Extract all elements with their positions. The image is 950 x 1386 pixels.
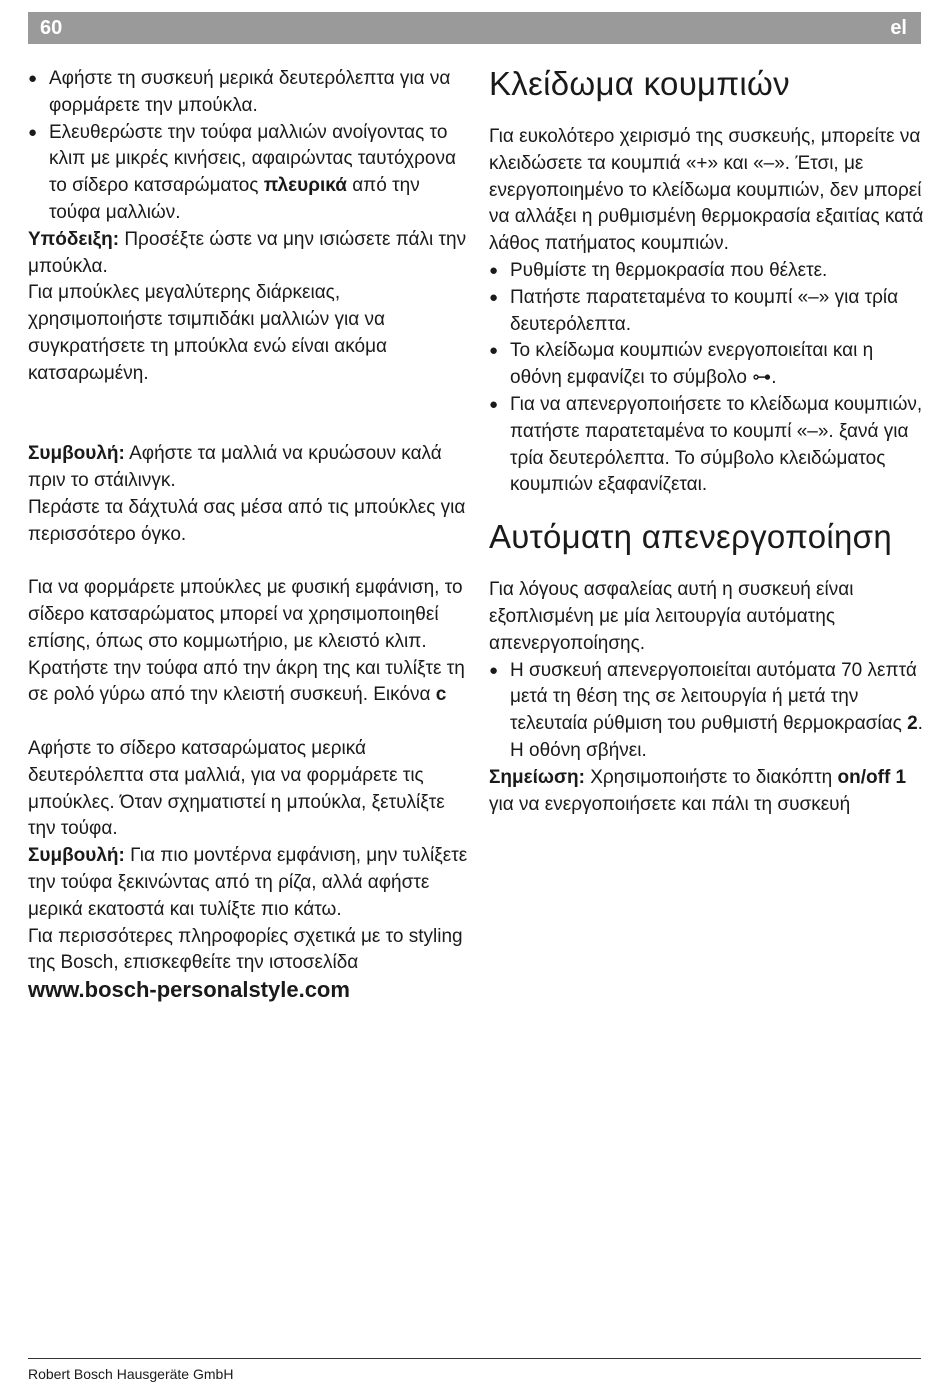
section-title-auto-off: Αυτόματη απενεργοποίηση bbox=[489, 518, 892, 556]
tip-block-2: Συμβουλή: Για πιο μοντέρνα εμφάνιση, μην τυλίξετε την τούφα ξεκινώντας από τη ρίζα, αλλά αφήστε μερικά εκατοστά και τυλίξτε πιο κάτω. bbox=[28, 845, 468, 920]
natural-curls-block: Για να φορμάρετε μπούκλες με φυσική εμφάνιση, το σίδερο κατσαρώματος μπορεί να χρησιμοποιηθεί επίσης, όπως στο κομμωτήριο, με κλειστό κλιπ. Κρατήστε την τούφα από την άκρη της και τυλίξτε τη σε ρολό γύρω από την κλειστή συσκευή. Εικόνα c bbox=[28, 577, 465, 706]
auto-off-list bbox=[489, 658, 929, 765]
page-header-bar bbox=[28, 12, 921, 44]
left-column bbox=[28, 66, 468, 1003]
note-paragraph: Σημείωση: Χρησιμοποιήστε το διακόπτη on/off 1 για να ενεργοποιήσετε και πάλι τη συσκευή bbox=[489, 766, 907, 815]
list-item: ● Αφήστε τη συσκευή μερικά δευτερόλεπτα για να φορμάρετε την μπούκλα. bbox=[28, 66, 468, 120]
key-icon: ⊶ bbox=[752, 367, 772, 389]
list-item: ● Η συσκευή απενεργοποιείται αυτόματα 70 λεπτά μετά τη θέση της σε λειτουργία ή μετά την τελευταία ρύθμιση του ρυθμιστή θερμοκρασίας 2. Η οθόνη σβήνει. bbox=[489, 658, 929, 765]
list-item: ● Ελευθερώστε την τούφα μαλλιών ανοίγοντας το κλιπ με μικρές κινήσεις, αφαιρώντας ταυτόχρονα το σίδερο κατσαρώματος πλευρικά από την τούφα μαλλιών. bbox=[28, 120, 468, 227]
list-item: ● Για να απενεργοποιήσετε το κλείδωμα κουμπιών, πατήστε παρατεταμένα το κουμπί «–». ξανά για τρία δευτερόλεπτα. Το σύμβολο κλειδώματος κουμπιών εξαφανίζεται. bbox=[489, 392, 929, 499]
tip-block: Συμβουλή: Αφήστε τα μαλλιά να κρυώσουν καλά πριν το στάιλινγκ. Περάστε τα δάχτυλά σας μέσα από τις μπούκλες για περισσότερο όγκο. bbox=[28, 443, 466, 545]
hint-block: Υπόδειξη: Προσέξτε ώστε να μην ισιώσετε πάλι την μπούκλα. Για μπούκλες μεγαλύτερης διάρκειας, χρησιμοποιήστε τσιμπιδάκι μαλλιών για να συγκρατήσετε τη μπούκλα ενώ είναι ακόμα κατσαρωμένη. bbox=[28, 228, 467, 384]
list-item: ● Το κλείδωμα κουμπιών ενεργοποιείται και η οθόνη εμφανίζει το σύμβολο ⊶. bbox=[489, 338, 929, 392]
leave-paragraph: Αφήστε το σίδερο κατσαρώματος μερικά δευτερόλεπτα στα μαλλιά, για να φορμάρετε τις μπούκλες. Όταν σχηματιστεί η μπούκλα, ξετυλίξτε την τούφα. bbox=[28, 737, 445, 840]
tip-label: Συμβουλή: bbox=[28, 443, 125, 465]
button-lock-steps bbox=[489, 258, 929, 499]
list-item: ● Ρυθμίστε τη θερμοκρασία που θέλετε. bbox=[489, 258, 929, 285]
section-title-button-lock: Κλείδωμα κουμπιών bbox=[489, 65, 790, 102]
website-link[interactable]: www.bosch-personalstyle.com bbox=[28, 977, 350, 1003]
hint-label: Υπόδειξη: bbox=[28, 228, 120, 250]
footer-divider bbox=[28, 1358, 921, 1359]
footer-company: Robert Bosch Hausgeräte GmbH bbox=[28, 1366, 234, 1382]
auto-off-intro: Για λόγους ασφαλείας αυτή η συσκευή είναι εξοπλισμένη με μία λειτουργία αυτόματης απενεργοποίησης. bbox=[489, 579, 854, 654]
page-number: 60 bbox=[40, 17, 63, 39]
figure-ref: c bbox=[435, 684, 447, 706]
list-item: ● Πατήστε παρατεταμένα το κουμπί «–» για τρία δευτερόλεπτα. bbox=[489, 285, 929, 339]
more-info-paragraph: Για περισσότερες πληροφορίες σχετικά με το styling της Bosch, επισκεφθείτε την ιστοσελίδα bbox=[28, 925, 463, 974]
right-column bbox=[489, 66, 929, 818]
language-code: el bbox=[890, 17, 907, 39]
button-lock-intro: Για ευκολότερο χειρισμό της συσκευής, μπορείτε να κλειδώσετε τα κουμπιά «+» και «–». Έτσι, με ενεργοποιημένο το κλείδωμα κουμπιών, δεν μπορεί να αλλάξει η ρυθμισμένη θερμοκρασία εξαιτίας κατά λάθος πατήματος κουμπιών. bbox=[489, 126, 924, 255]
curl-steps-list bbox=[28, 66, 468, 227]
